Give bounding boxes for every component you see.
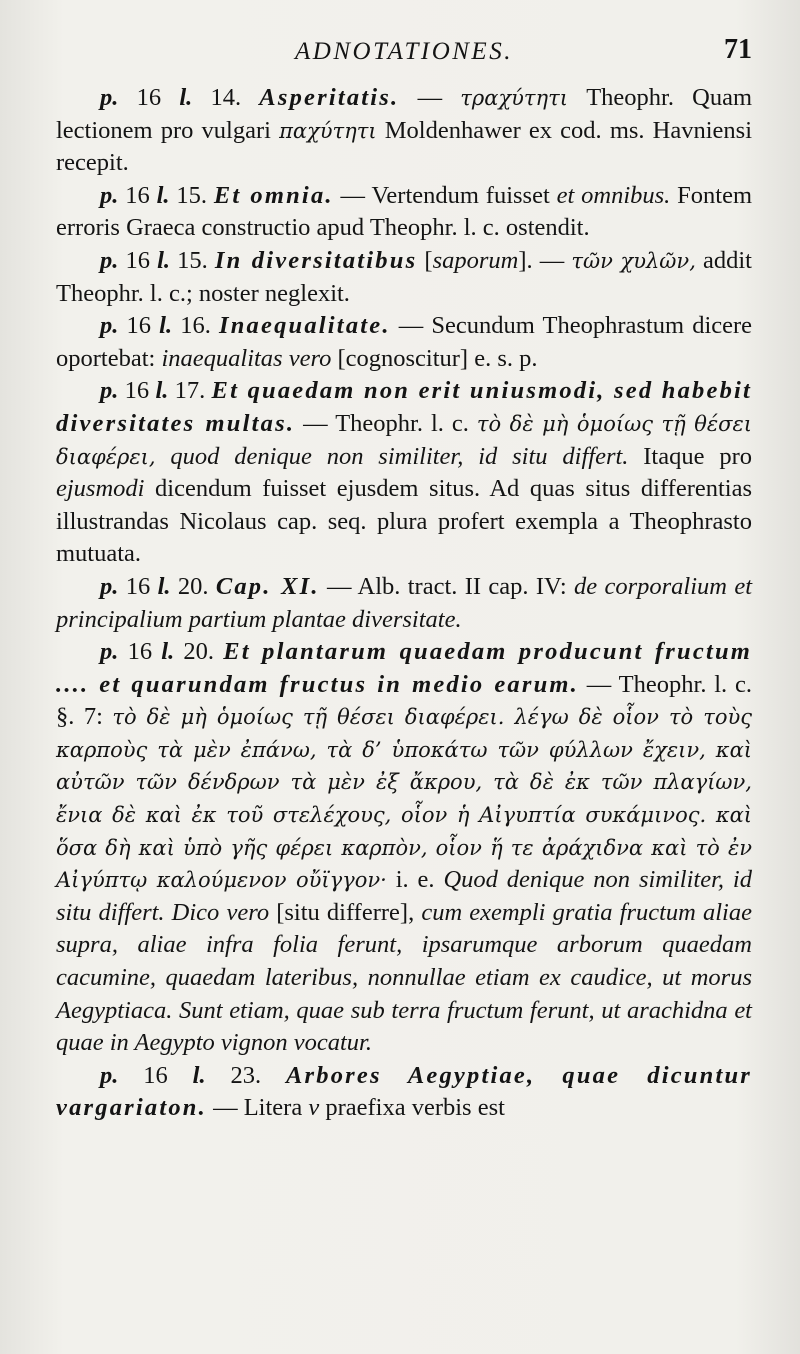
reference-abbrev: p. <box>100 84 137 111</box>
italic-text: saporum <box>432 246 519 274</box>
annotations-body <box>56 82 752 1125</box>
italic-text: et omnibus. <box>556 181 671 209</box>
reference-abbrev: p. <box>100 638 128 666</box>
lemma: Et plantarum quaedam producunt fructum .... et quarundam fructus in medio earum. <box>56 638 753 698</box>
roman-text: 17. <box>174 377 212 405</box>
roman-text: Moldenhawer ex cod. ms. Havniensi recepit. <box>56 116 753 177</box>
roman-text: [ <box>417 246 433 274</box>
reference-abbrev: l. <box>157 246 178 274</box>
roman-text: praefixa verbis est <box>319 1094 505 1122</box>
roman-text: [cognoscitur] e. s. p. <box>331 344 538 372</box>
roman-text: ]. — <box>518 246 572 274</box>
roman-text: 15. <box>177 246 215 274</box>
lemma: Inaequalitate. <box>218 312 391 340</box>
annotation-paragraph <box>56 82 752 180</box>
running-title: ADNOTATIONES. <box>295 38 513 65</box>
roman-text: 16 <box>125 181 157 209</box>
roman-text: 16 <box>126 312 160 340</box>
roman-text: 16 <box>125 572 158 600</box>
roman-text: — Litera <box>206 1094 309 1122</box>
roman-text: — Alb. tract. II cap. IV: <box>319 572 575 600</box>
roman-text: Theophr. Quam lectionem pro vulgari <box>56 84 753 144</box>
annotation-paragraph <box>56 375 752 571</box>
roman-text: Fontem erroris Graeca constructio apud Theophr. l. c. ostendit. <box>56 181 753 242</box>
roman-text: — <box>399 84 461 111</box>
lemma: Asperitatis. <box>259 84 400 111</box>
italic-text: v <box>308 1094 320 1122</box>
annotation-paragraph <box>56 180 752 245</box>
roman-text: — Theophr. l. c. <box>295 409 477 437</box>
roman-text: [situ differre], <box>269 898 422 926</box>
roman-text: addit Theophr. l. c.; noster neglexit. <box>56 246 752 307</box>
greek-quotation: παχύτητι <box>279 118 377 143</box>
roman-text: 23. <box>230 1061 286 1089</box>
running-head <box>56 22 752 72</box>
roman-text: Itaque pro <box>628 442 753 470</box>
greek-quotation: τραχύτητι <box>460 86 568 110</box>
annotation-paragraph <box>56 310 752 375</box>
italic-text: inaequalitas vero <box>161 344 332 372</box>
lemma: Et quaedam non erit uniusmodi, sed habebit diversitates multas. <box>56 377 753 437</box>
annotation-paragraph <box>56 1060 752 1125</box>
roman-text: — Theophr. l. c. §. 7: <box>56 670 752 731</box>
roman-text: — Secundum Theophrastum dicere oportebat: <box>56 312 753 372</box>
roman-text: i. e. <box>386 866 444 894</box>
greek-quotation: τῶν χυλῶν, <box>571 248 696 273</box>
reference-abbrev: p. <box>100 181 126 209</box>
greek-quotation: τὸ δὲ μὴ ὁμοίως τῇ θέσει διαφέρει. λέγω δὲ οἷον τὸ τοὺς καρποὺς τὰ μὲν ἐπάνω, τὰ δ’ ὑποκάτω τῶν φύλλων ἔχειν, καὶ αὐτῶν τῶν δένδρων τὰ μὲν ἐξ ἄκρου, τὰ δὲ ἐκ τῶν πλαγίων, ἔνια δὲ καὶ ἐκ τοῦ στελέχους, οἷον ἡ Αἰγυπτία συκάμινος. καὶ ὅσα δὴ καὶ ὑπὸ γῆς φέρει καρπὸν, οἷον ἥ τε ἀράχιδνα καὶ τὸ ἐν Αἰγύπτῳ καλούμενον οὔϊγγον· <box>56 705 753 893</box>
reference-abbrev: l. <box>155 377 175 405</box>
roman-text: 16 <box>124 377 156 405</box>
italic-text: quod denique non similiter, id situ differt. <box>170 442 629 470</box>
roman-text <box>156 443 171 470</box>
page-number: 71 <box>724 34 752 65</box>
greek-quotation: τὸ δὲ μὴ ὁμοίως τῇ θέσει διαφέρει, <box>56 411 752 469</box>
roman-text: 20. <box>183 638 224 666</box>
lemma: Cap. XI. <box>215 572 320 600</box>
roman-text: 15. <box>176 181 214 209</box>
italic-text: cum exempli gratia fructum aliae supra, aliae infra folia ferunt, ipsarumque arborum quaedam cacumine, quaedam lateribus, nonnullae etiam ex caudice, ut morus Aegyptiaca. Sunt etiam, quae sub terra fructum ferunt, ut arachidna et quae in Aegypto vignon vocatur. <box>56 898 752 1057</box>
roman-text: 14. <box>210 84 260 111</box>
roman-text: 16 <box>143 1061 193 1089</box>
reference-abbrev: p. <box>100 1061 144 1089</box>
reference-abbrev: l. <box>179 84 211 111</box>
reference-abbrev: l. <box>192 1061 231 1089</box>
reference-abbrev: l. <box>159 312 181 340</box>
italic-text: Quod denique non similiter, id situ differt. Dico vero <box>56 866 752 926</box>
roman-text: dicendum fuisset ejusdem situs. Ad quas situs differentias illustrandas Nicolaus cap. seq. plura profert exempla a Theophrasto mutuata. <box>56 475 752 568</box>
annotation-paragraph <box>56 571 752 636</box>
reference-abbrev: p. <box>100 246 126 274</box>
italic-text: ejusmodi <box>56 475 145 503</box>
italic-text: de corporalium et principalium partium plantae diversitate. <box>56 572 753 633</box>
reference-abbrev: l. <box>156 181 177 209</box>
lemma: Arbores Aegyptiae, quae dicuntur vargariaton. <box>56 1061 753 1122</box>
reference-abbrev: l. <box>157 572 178 600</box>
reference-abbrev: p. <box>100 312 127 340</box>
lemma: In diversitatibus <box>214 246 418 274</box>
reference-abbrev: p. <box>100 377 125 405</box>
annotation-paragraph <box>56 245 752 310</box>
lemma: Et omnia. <box>213 181 334 209</box>
annotation-paragraph <box>56 636 752 1060</box>
roman-text: 16 <box>136 84 180 111</box>
roman-text: 16. <box>180 312 219 340</box>
reference-abbrev: p. <box>100 572 126 600</box>
roman-text: — Vertendum fuisset <box>333 181 557 209</box>
roman-text: 20. <box>177 572 216 600</box>
roman-text: 16 <box>127 638 162 666</box>
roman-text: 16 <box>125 246 158 274</box>
reference-abbrev: l. <box>161 638 184 666</box>
